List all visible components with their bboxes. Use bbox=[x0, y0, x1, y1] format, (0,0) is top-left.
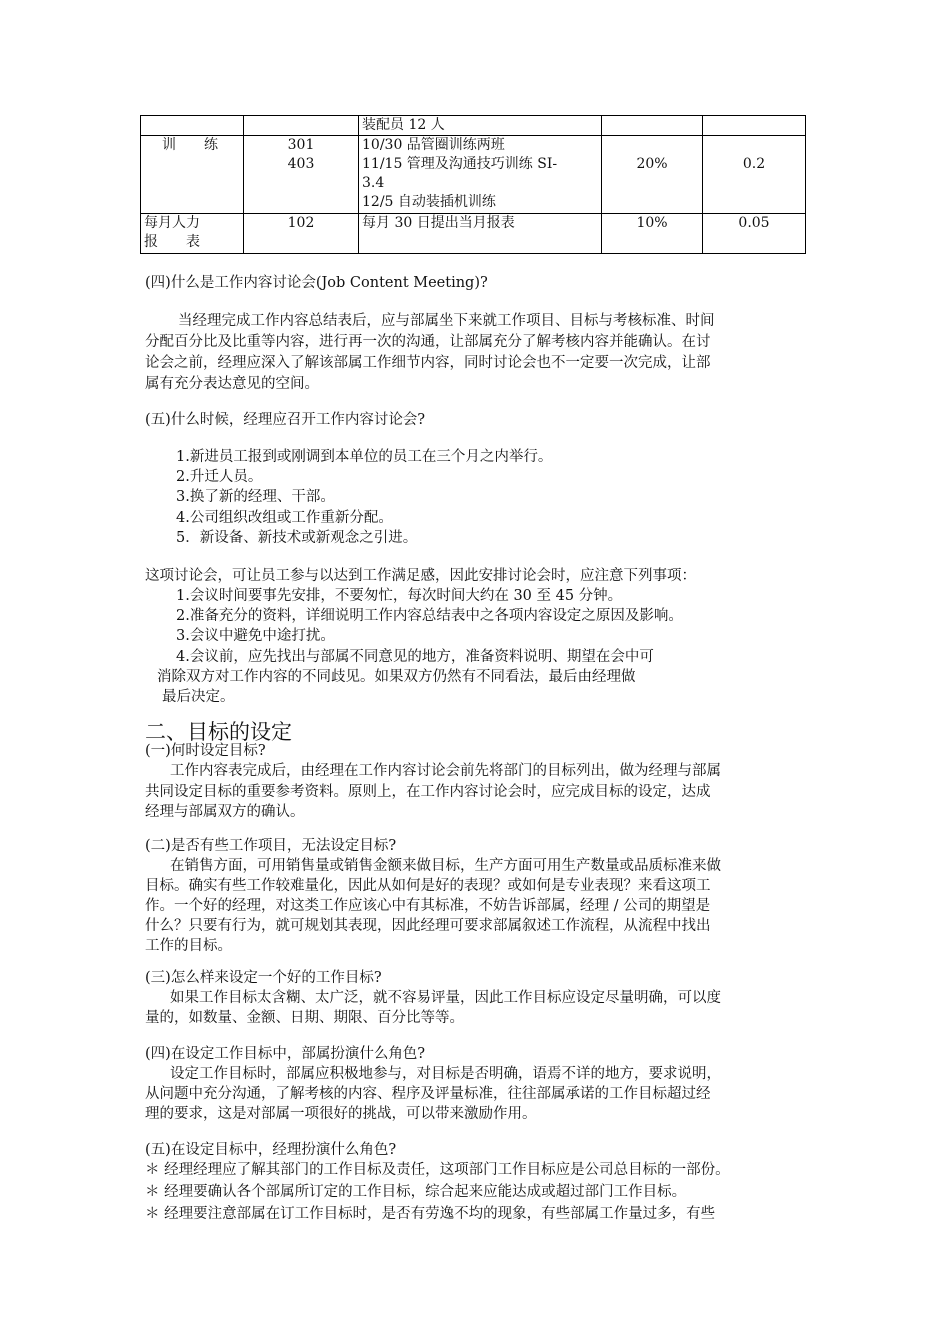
page-title: 二、目标的设定 bbox=[145, 720, 292, 744]
table-cell: 10% bbox=[602, 214, 703, 254]
paragraph-line: 当经理完成工作内容总结表后，应与部属坐下来就工作项目、目标与考核标准、时间 bbox=[178, 313, 715, 329]
table-cell: 训 练 bbox=[141, 136, 244, 214]
table-cell: 102 bbox=[244, 214, 359, 254]
paragraph-line: 在销售方面，可用销售量或销售金额来做目标，生产方面可用生产数量或品质标准来做 bbox=[170, 858, 721, 874]
section-heading: (一)何时设定目标? bbox=[145, 743, 266, 759]
paragraph-line: 共同设定目标的重要参考资料。原则上，在工作内容讨论会时，应完成目标的设定，达成 bbox=[145, 784, 711, 800]
paragraph-line: 什么？只要有行为，就可规划其表现，因此经理可要求部属叙述工作流程，从流程中找出 bbox=[145, 918, 711, 934]
table-cell: 301 403 bbox=[244, 136, 359, 214]
section-heading: (三)怎么样来设定一个好的工作目标? bbox=[145, 970, 382, 986]
paragraph-line: 目标。确实有些工作较难量化，因此从如何是好的表现？或如何是专业表现？来看这项工 bbox=[145, 878, 711, 894]
table-cell: 0.05 bbox=[703, 214, 806, 254]
table-cell: 20% bbox=[602, 136, 703, 214]
table-cell: 每月 30 日提出当月报表 bbox=[359, 214, 602, 254]
paragraph-line: 如果工作目标太含糊、太广泛，就不容易评量，因此工作目标应设定尽量明确，可以度 bbox=[170, 990, 721, 1006]
paragraph-line: 这项讨论会，可让员工参与以达到工作满足感，因此安排讨论会时，应注意下列事项： bbox=[145, 568, 696, 584]
section-heading: (二)是否有些工作项目，无法设定目标? bbox=[145, 838, 397, 854]
paragraph-line: 属有充分表达意见的空间。 bbox=[145, 376, 319, 392]
paragraph-line: 分配百分比及比重等内容，进行再一次的沟通，让部属充分了解考核内容并能确认。在讨 bbox=[145, 334, 711, 350]
table-cell: 10/30 品管圈训练两班 11/15 管理及沟通技巧训练 SI- 3.4 12/5 自动装插机训练 bbox=[359, 136, 602, 214]
work-content-table bbox=[140, 115, 806, 254]
table-row bbox=[141, 214, 806, 254]
table-cell bbox=[244, 116, 359, 136]
paragraph-line: 作。一个好的经理，对这类工作应该心中有其标准，不妨告诉部属，经理 / 公司的期望是 bbox=[145, 898, 711, 914]
paragraph-line: 理的要求，这是对部属一项很好的挑战，可以带来激励作用。 bbox=[145, 1106, 537, 1122]
table-cell: 装配员 12 人 bbox=[359, 116, 602, 136]
list-item: 1.新进员工报到或刚调到本单位的员工在三个月之内举行。 bbox=[176, 449, 553, 465]
list-item: 3.会议中避免中途打扰。 bbox=[176, 628, 335, 644]
table-cell: 每月人力 报 表 bbox=[141, 214, 244, 254]
table-cell bbox=[703, 116, 806, 136]
table-row bbox=[141, 116, 806, 136]
section-heading: (五)在设定目标中，经理扮演什么角色? bbox=[145, 1142, 397, 1158]
paragraph-line: 设定工作目标时，部属应积极地参与，对目标是否明确，语焉不详的地方，要求说明， bbox=[170, 1066, 721, 1082]
list-item: 5．新设备、新技术或新观念之引进。 bbox=[176, 530, 418, 546]
list-item: 2.准备充分的资料，详细说明工作内容总结表中之各项内容设定之原因及影响。 bbox=[176, 608, 683, 624]
paragraph-line: 消除双方对工作内容的不同歧见。如果双方仍然有不同看法，最后由经理做 bbox=[157, 669, 636, 685]
paragraph-line: 工作内容表完成后，由经理在工作内容讨论会前先将部门的目标列出，做为经理与部属 bbox=[170, 763, 721, 779]
table-cell bbox=[602, 116, 703, 136]
section-heading: (五)什么时候，经理应召开工作内容讨论会? bbox=[145, 412, 426, 428]
section-heading: (四)在设定工作目标中，部属扮演什么角色? bbox=[145, 1046, 426, 1062]
bullet-item: ＊ 经理经理应了解其部门的工作目标及责任，这项部门工作目标应是公司总目标的一部份。 bbox=[145, 1162, 730, 1178]
bullet-item: ＊ 经理要确认各个部属所订定的工作目标，综合起来应能达成或超过部门工作目标。 bbox=[145, 1184, 687, 1200]
paragraph-line: 工作的目标。 bbox=[145, 938, 232, 954]
table-cell: 0.2 bbox=[703, 136, 806, 214]
list-item: 3.换了新的经理、干部。 bbox=[176, 489, 335, 505]
paragraph-line: 最后决定。 bbox=[162, 689, 235, 705]
paragraph-line: 论会之前，经理应深入了解该部属工作细节内容，同时讨论会也不一定要一次完成，让部 bbox=[145, 355, 711, 371]
bullet-item: ＊ 经理要注意部属在订工作目标时，是否有劳逸不均的现象，有些部属工作量过多，有些 bbox=[145, 1206, 716, 1222]
list-item: 2.升迁人员。 bbox=[176, 469, 263, 485]
table-row bbox=[141, 136, 806, 214]
paragraph-line: 经理与部属双方的确认。 bbox=[145, 804, 305, 820]
table-cell bbox=[141, 116, 244, 136]
list-item: 4.会议前，应先找出与部属不同意见的地方，准备资料说明、期望在会中可 bbox=[176, 649, 654, 665]
list-item: 4.公司组织改组或工作重新分配。 bbox=[176, 510, 393, 526]
list-item: 1.会议时间要事先安排，不要匆忙，每次时间大约在 30 至 45 分钟。 bbox=[176, 588, 623, 604]
paragraph-line: 量的，如数量、金额、日期、期限、百分比等等。 bbox=[145, 1010, 464, 1026]
section-heading: (四)什么是工作内容讨论会(Job Content Meeting)? bbox=[145, 275, 488, 291]
paragraph-line: 从问题中充分沟通，了解考核的内容、程序及评量标准，往往部属承诺的工作目标超过经 bbox=[145, 1086, 711, 1102]
